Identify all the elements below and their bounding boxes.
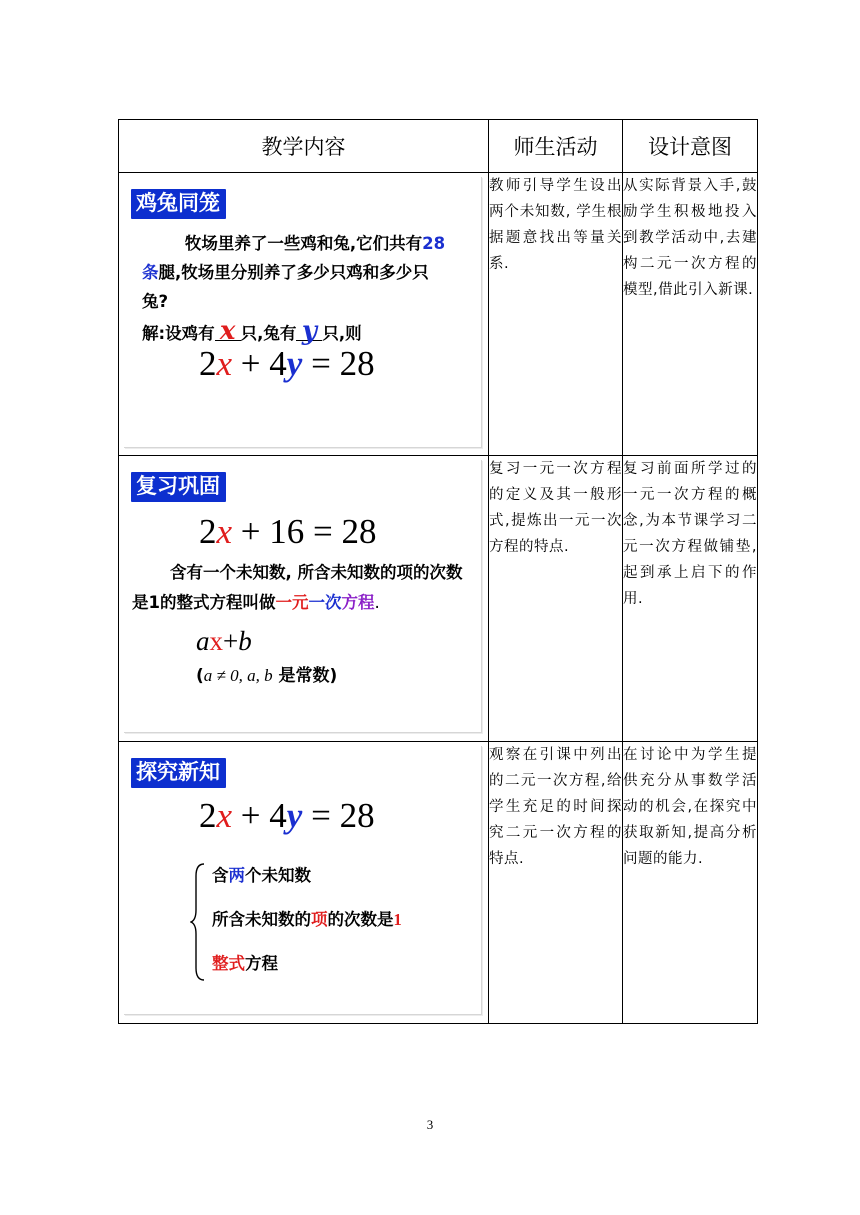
header-teacher-student-activity: 师生活动 bbox=[489, 120, 623, 173]
feature-item: 所含未知数的项的次数是1 bbox=[212, 910, 402, 929]
problem-text: 牧场里养了一些鸡和兔,它们共有28条腿,牧场里分别养了多少只鸡和多少只兔? bbox=[142, 234, 446, 311]
activity-cell: 复习一元一次方程的定义及其一般形式,提炼出一元一次方程的特点. bbox=[489, 456, 623, 742]
feature-item: 含两个未知数 bbox=[212, 866, 311, 885]
slide-tag: 探究新知 bbox=[131, 758, 226, 788]
content-cell bbox=[119, 456, 489, 742]
header-teaching-content: 教学内容 bbox=[119, 120, 489, 173]
equation: 2x + 4y = 28 bbox=[199, 796, 375, 835]
table-row bbox=[119, 173, 758, 456]
slide-image-review bbox=[124, 460, 482, 733]
definition-text: 含有一个未知数, 所含未知数的项的次数是1的整式方程叫做一元一次方程. bbox=[132, 563, 463, 612]
intent-cell: 从实际背景入手,鼓励学生积极地投入到教学活动中,去建构二元一次方程的模型,借此引入新课. bbox=[623, 173, 758, 456]
slide-image-chicken-rabbit bbox=[124, 177, 482, 448]
general-form: ax+b bbox=[196, 626, 252, 656]
curly-brace-icon bbox=[190, 862, 206, 982]
table-row bbox=[119, 742, 758, 1024]
intent-cell: 复习前面所学过的一元一次方程的概念,为本节课学习二元一次方程做铺垫,起到承上启下的作用. bbox=[623, 456, 758, 742]
feature-list bbox=[192, 854, 481, 986]
content-cell bbox=[119, 742, 489, 1024]
lesson-plan-table bbox=[118, 119, 758, 1024]
slide-tag: 复习巩固 bbox=[131, 472, 226, 502]
general-form-condition: (a ≠ 0, a, b 是常数) bbox=[196, 666, 338, 686]
feature-item: 整式方程 bbox=[212, 954, 278, 973]
page-number: 3 bbox=[426, 1117, 434, 1132]
solution-text: 解:设鸡有 x 只,兔有 y 只,则 bbox=[142, 316, 362, 346]
equation: 2x + 16 = 28 bbox=[199, 512, 377, 551]
slide-tag: 鸡兔同笼 bbox=[131, 189, 226, 219]
activity-cell: 观察在引课中列出的二元一次方程,给学生充足的时间探究二元一次方程的特点. bbox=[489, 742, 623, 1024]
slide-image-explore bbox=[124, 746, 482, 1015]
equation: 2x + 4y = 28 bbox=[199, 344, 375, 383]
table-header-row bbox=[119, 120, 758, 173]
header-design-intent: 设计意图 bbox=[623, 120, 758, 173]
intent-cell: 在讨论中为学生提供充分从事数学活动的机会,在探究中获取新知,提高分析问题的能力. bbox=[623, 742, 758, 1024]
activity-cell: 教师引导学生设出两个未知数, 学生根据题意找出等量关系. bbox=[489, 173, 623, 456]
content-cell bbox=[119, 173, 489, 456]
table-row bbox=[119, 456, 758, 742]
